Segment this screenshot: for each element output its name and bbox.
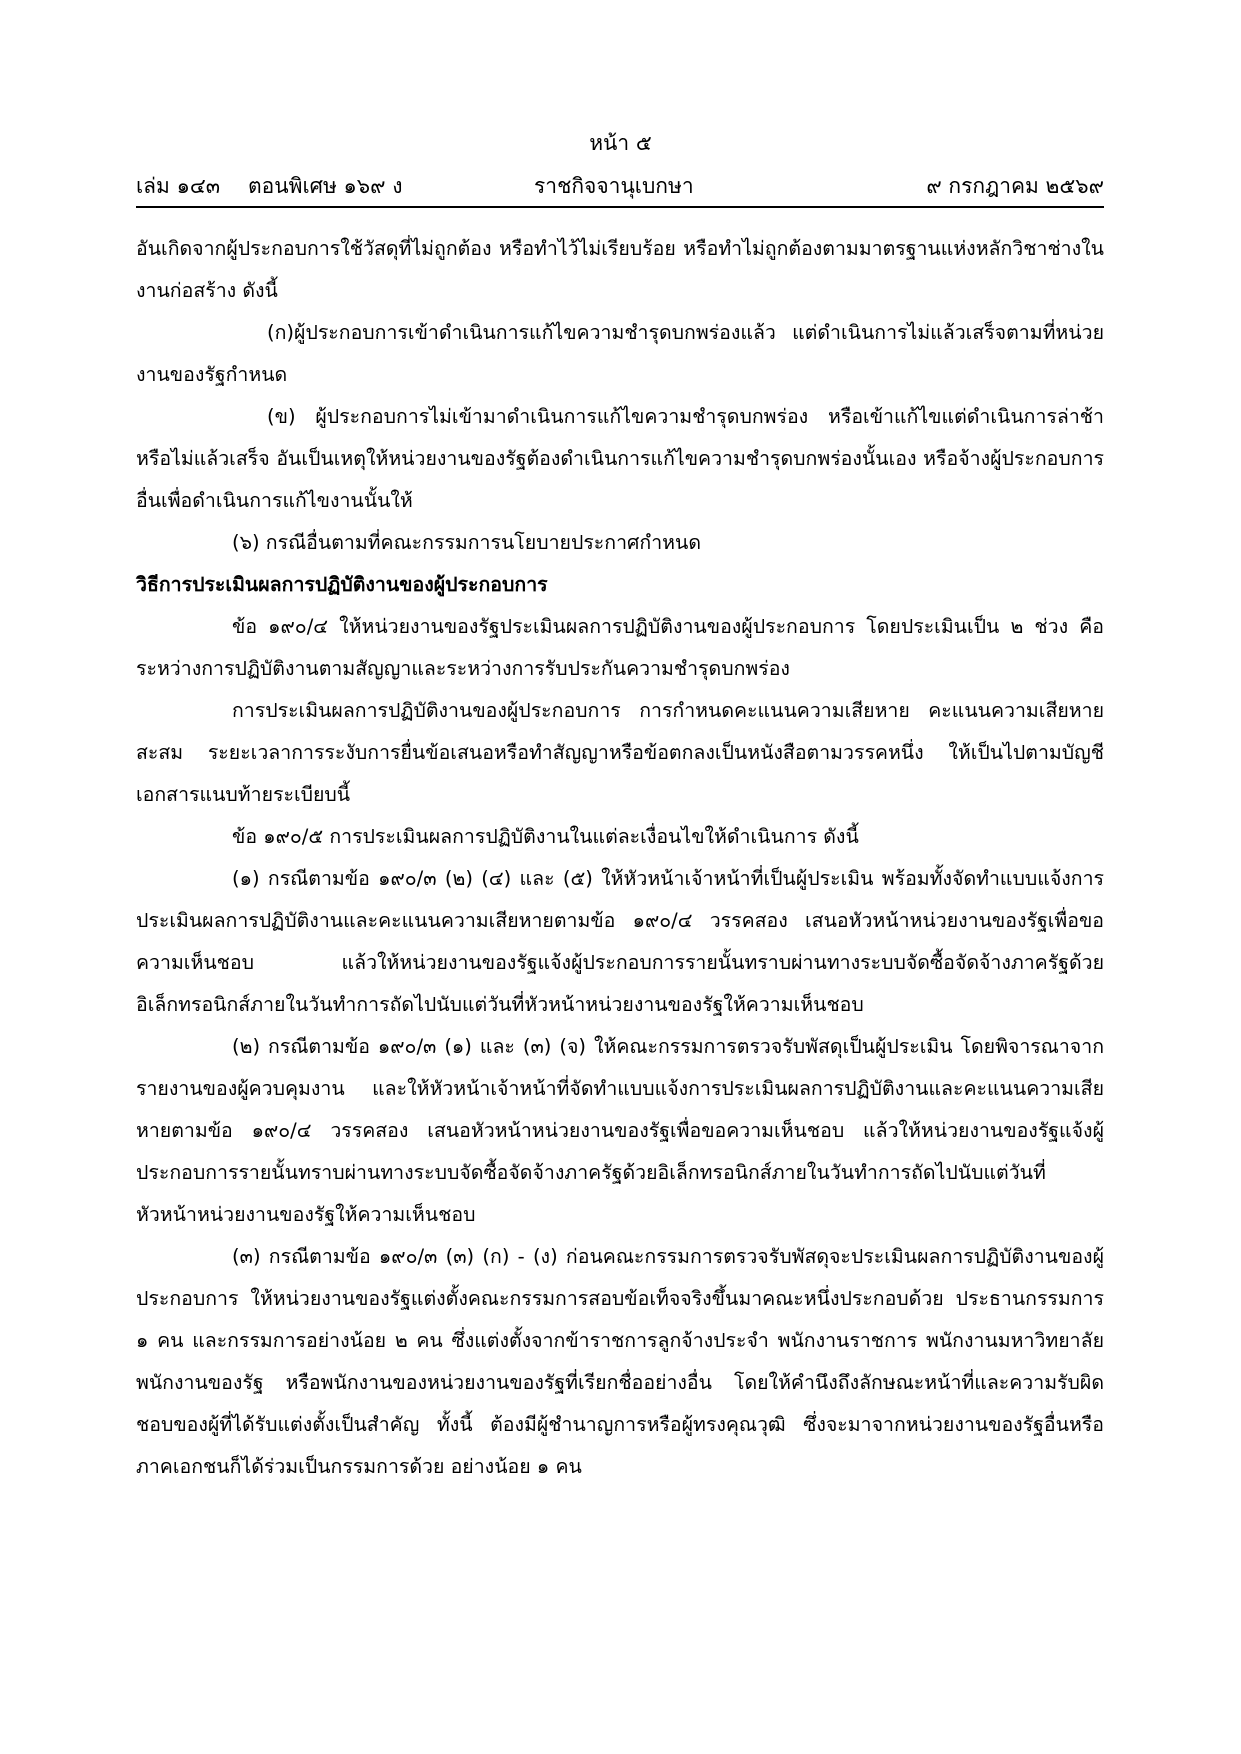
- paragraph: (๖) กรณีอื่นตามที่คณะกรรมการนโยบายประกาศกำหนด: [232, 531, 702, 554]
- paragraph: การประเมินผลการปฏิบัติงานของผู้ประกอบการ การกำหนดคะแนนความเสียหาย คะแนนความเสียหายสะสม ระยะเวลาการระงับการยื่นข้อเสนอหรือทำสัญญาหรือข้อตกลงเป็นหนังสือตามวรรคหนึ่ง ให้เป็นไปตามบัญชีเอกสารแนบท้ายระเบียบนี้: [136, 699, 1104, 806]
- paragraph: ข้อ ๑๙๐/๔ ให้หน่วยงานของรัฐประเมินผลการปฏิบัติงานของผู้ประกอบการ โดยประเมินเป็น ๒ ช่วง คือ ระหว่างการปฏิบัติงานตามสัญญาและระหว่างการรับประกันความชำรุดบกพร่อง: [136, 615, 1104, 680]
- paragraph: (ก)ผู้ประกอบการเข้าดำเนินการแก้ไขความชำรุดบกพร่องแล้ว แต่ดำเนินการไม่แล้วเสร็จตามที่หน่วยงานของรัฐกำหนด: [136, 321, 1104, 386]
- issue-label: ตอนพิเศษ ๑๖๙ ง: [248, 174, 403, 198]
- paragraph: (ข) ผู้ประกอบการไม่เข้ามาดำเนินการแก้ไขความชำรุดบกพร่อง หรือเข้าแก้ไขแต่ดำเนินการล่าช้าหรือไม่แล้วเสร็จ อันเป็นเหตุให้หน่วยงานของรัฐต้องดำเนินการแก้ไขความชำรุดบกพร่องนั้นเอง หรือจ้างผู้ประกอบการอื่นเพื่อดำเนินการแก้ไขงานนั้นให้: [136, 405, 1104, 512]
- journal-title: ราชกิจจานุเบกษา: [534, 174, 694, 198]
- paragraph: (๑) กรณีตามข้อ ๑๙๐/๓ (๒) (๔) และ (๕) ให้หัวหน้าเจ้าหน้าที่เป็นผู้ประเมิน พร้อมทั้งจัดทำแบบแจ้งการประเมินผลการปฏิบัติงานและคะแนนความเสียหายตามข้อ ๑๙๐/๔ วรรคสอง เสนอหัวหน้าหน่วยงานของรัฐเพื่อขอความเห็นชอบ แล้วให้หน่วยงานของรัฐแจ้งผู้ประกอบการรายนั้นทราบผ่านทางระบบจัดซื้อจัดจ้างภาครัฐด้วยอิเล็กทรอนิกส์ภายในวันทำการถัดไปนับแต่วันที่หัวหน้าหน่วยงานของรัฐให้ความเห็นชอบ: [136, 867, 1104, 1016]
- gazette-header: [136, 168, 1104, 204]
- publication-date: ๙ กรกฎาคม ๒๕๖๙: [926, 174, 1104, 198]
- paragraph: (๒) กรณีตามข้อ ๑๙๐/๓ (๑) และ (๓) (จ) ให้คณะกรรมการตรวจรับพัสดุเป็นผู้ประเมิน โดยพิจารณาจากรายงานของผู้ควบคุมงาน และให้หัวหน้าเจ้าหน้าที่จัดทำแบบแจ้งการประเมินผลการปฏิบัติงานและคะแนนความเสียหายตามข้อ ๑๙๐/๔ วรรคสอง เสนอหัวหน้าหน่วยงานของรัฐเพื่อขอความเห็นชอบ แล้วให้หน่วยงานของรัฐแจ้งผู้ประกอบการรายนั้นทราบผ่านทางระบบจัดซื้อจัดจ้างภาครัฐด้วยอิเล็กทรอนิกส์ภายในวันทำการถัดไปนับแต่วันที่หัวหน้าหน่วยงานของรัฐให้ความเห็นชอบ: [136, 1035, 1104, 1226]
- document-body: [136, 228, 1104, 1488]
- section-heading: วิธีการประเมินผลการปฏิบัติงานของผู้ประกอบการ: [136, 573, 548, 596]
- volume-label: เล่ม ๑๔๓: [136, 174, 221, 198]
- header-rule: [136, 206, 1104, 208]
- paragraph: ข้อ ๑๙๐/๕ การประเมินผลการปฏิบัติงานในแต่ละเงื่อนไขให้ดำเนินการ ดังนี้: [232, 825, 859, 848]
- paragraph: อันเกิดจากผู้ประกอบการใช้วัสดุที่ไม่ถูกต้อง หรือทำไว้ไม่เรียบร้อย หรือทำไม่ถูกต้องตามมาตรฐานแห่งหลักวิชาช่างในงานก่อสร้าง ดังนี้: [136, 237, 1104, 302]
- page-number: หน้า ๕: [589, 131, 652, 155]
- paragraph: (๓) กรณีตามข้อ ๑๙๐/๓ (๓) (ก) - (ง) ก่อนคณะกรรมการตรวจรับพัสดุจะประเมินผลการปฏิบัติงานของผู้ประกอบการ ให้หน่วยงานของรัฐแต่งตั้งคณะกรรมการสอบข้อเท็จจริงขึ้นมาคณะหนึ่งประกอบด้วย ประธานกรรมการ ๑ คน และกรรมการอย่างน้อย ๒ คน ซึ่งแต่งตั้งจากข้าราชการลูกจ้างประจำ พนักงานราชการ พนักงานมหาวิทยาลัย พนักงานของรัฐ หรือพนักงานของหน่วยงานของรัฐที่เรียกชื่ออย่างอื่น โดยให้คำนึงถึงลักษณะหน้าที่และความรับผิดชอบของผู้ที่ได้รับแต่งตั้งเป็นสำคัญ ทั้งนี้ ต้องมีผู้ชำนาญการหรือผู้ทรงคุณวุฒิ ซึ่งจะมาจากหน่วยงานของรัฐอื่นหรือภาคเอกชนก็ได้ร่วมเป็นกรรมการด้วย อย่างน้อย ๑ คน: [136, 1245, 1104, 1478]
